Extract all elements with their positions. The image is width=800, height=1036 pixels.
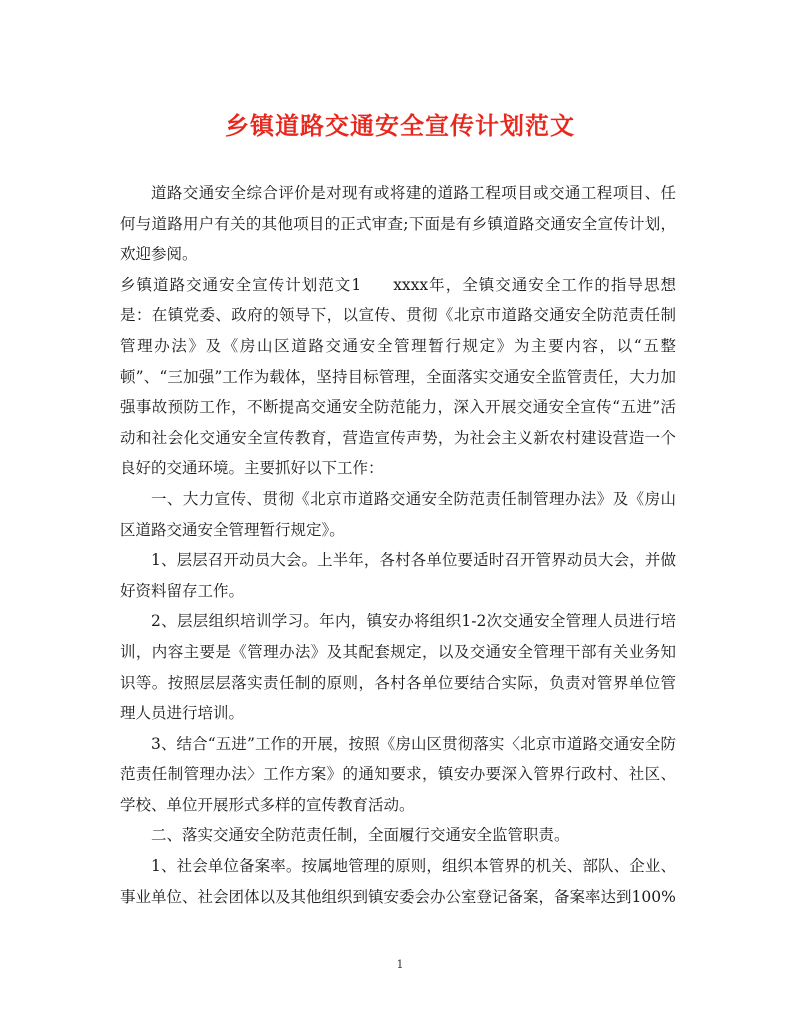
section-lead: xxxx年，全镇交通安全工作的指导思想是：在镇党委、政府的领导下，以宣传、贯彻《北京市道路交通安全防范责任制管理办法》及《房山区道路交通安全管理暂行规定》为主要内容，以“五整顿”、“三加强”工作为载体，坚持目标管理，全面落实交通安全监管责任，大力加强事故预防工作，不断提高交通安全防范能力，深入开展交通安全宣传“五进”活动和社会化交通安全宣传教育，营造宣传声势，为社会主义新农村建设营造一个良好的交通环境。主要抓好以下工作： xyxy=(120,275,676,478)
section-paragraph xyxy=(120,270,676,484)
body-paragraph: 1、社会单位备案率。按属地管理的原则，组织本管界的机关、部队、企业、事业单位、社会团体以及其他组织到镇安委会办公室登记备案，备案率达到100% xyxy=(120,857,676,906)
body-paragraph: 1、层层召开动员大会。上半年，各村各单位要适时召开管界动员大会，并做好资料留存工作。 xyxy=(120,551,676,600)
document-body xyxy=(120,178,676,912)
body-paragraph: 2、层层组织培训学习。年内，镇安办将组织1-2次交通安全管理人员进行培训，内容主要是《管理办法》及其配套规定，以及交通安全管理干部有关业务知识等。按照层层落实责任制的原则，各村各单位要结合实际，负责对管界单位管理人员进行培训。 xyxy=(120,612,676,723)
body-paragraph: 一、大力宣传、贯彻《北京市道路交通安全防范责任制管理办法》及《房山区道路交通安全管理暂行规定》。 xyxy=(120,489,676,539)
intro-paragraph: 道路交通安全综合评价是对现有或将建的道路工程项目或交通工程项目、任何与道路用户有关的其他项目的正式审查;下面是有乡镇道路交通安全宣传计划，欢迎参阅。 xyxy=(120,184,676,264)
page-number: 1 xyxy=(396,958,404,971)
body-paragraph: 二、落实交通安全防范责任制，全面履行交通安全监管职责。 xyxy=(151,826,570,845)
body-paragraph: 3、结合“五进”工作的开展，按照《房山区贯彻落实〈北京市道路交通安全防范责任制管理办法〉工作方案》的通知要求，镇安办要深入管界行政村、社区、学校、单位开展形式多样的宣传教育活动。 xyxy=(120,734,676,814)
document-title: 乡镇道路交通安全宣传计划范文 xyxy=(225,112,575,140)
section-heading: 乡镇道路交通安全宣传计划范文1 xyxy=(120,275,362,294)
